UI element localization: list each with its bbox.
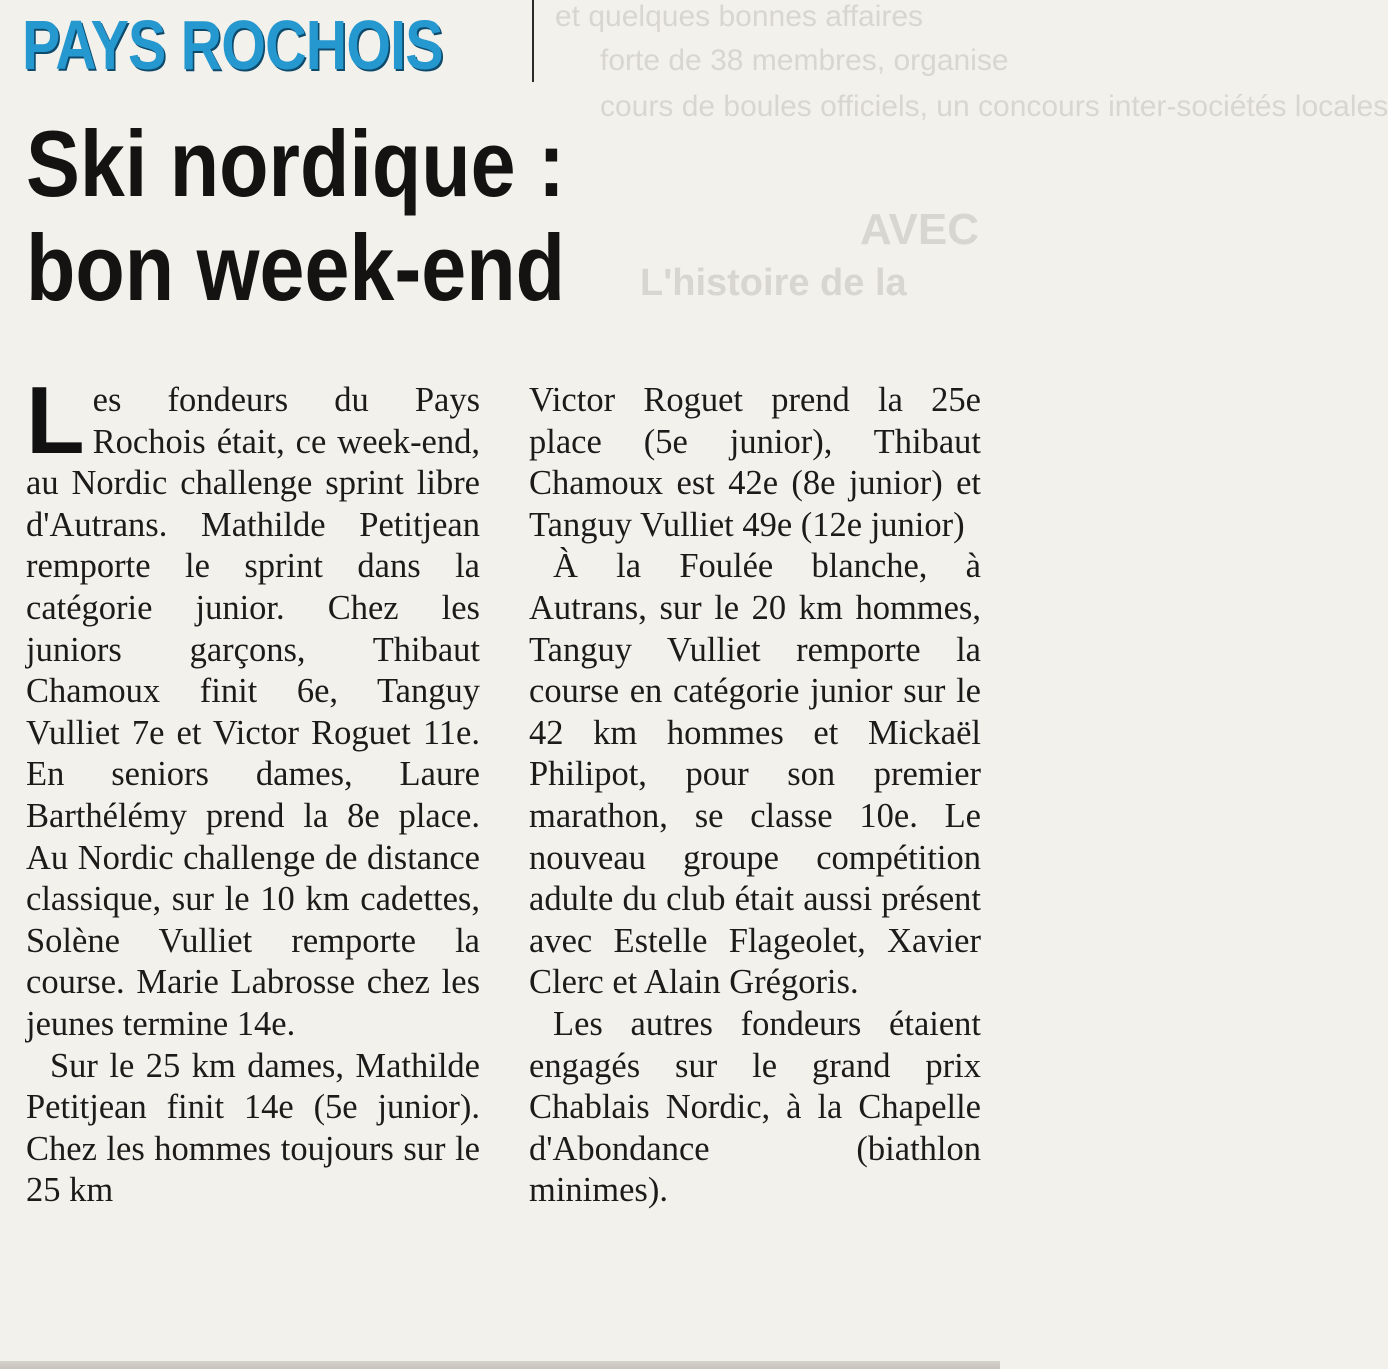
article-column-left — [26, 367, 480, 1212]
headline-line-1: Ski nordique : — [26, 111, 565, 216]
article-paragraph: À la Foulée blanche, à Autrans, sur le 20 km hommes, Tanguy Vulliet remporte la course en catégorie junior sur le 42 km hommes et Mickaël Philipot, pour son premier marathon, se classe 10e. Le nouveau groupe compétition adulte du club était aussi présent avec Estelle Flageolet, Xavier Clerc et Alain Grégoris. — [529, 547, 981, 1002]
bleed-through-text: L'histoire de la — [640, 262, 907, 304]
paragraph-text: es fondeurs du Pays Rochois était, ce week-end, au Nordic challenge sprint libre d'Autrans. Mathilde Petitjean remporte le sprint dans la catégorie junior. Chez les juniors garçons, Thibaut Chamoux finit 6e, Tanguy Vulliet 7e et Victor Roguet 11e. En seniors dames, Laure Barthélémy prend la 8e place. Au Nordic challenge de distance classique, sur le 10 km cadettes, Solène Vulliet remporte la course. Marie Labrosse chez les jeunes termine 14e. — [26, 381, 480, 1043]
bleed-through-text: forte de 38 membres, organise — [600, 44, 1009, 77]
bleed-through-text: AVEC — [860, 205, 979, 254]
bleed-through-text: et quelques bonnes affaires — [555, 0, 924, 33]
article-paragraph: Victor Roguet prend la 25e place (5e junior), Thibaut Chamoux est 42e (8e junior) et Tanguy Vulliet 49e (12e junior) — [529, 381, 981, 544]
headline-line-2: bon week-end — [26, 215, 566, 320]
article-column-right — [529, 380, 981, 1212]
rubric-divider — [532, 0, 534, 82]
drop-cap: L — [26, 367, 85, 474]
article-paragraph: Les autres fondeurs étaient engagés sur le grand prix Chablais Nordic, à la Chapelle d'Abondance (biathlon minimes). — [529, 1004, 981, 1210]
section-rubric: PAYS ROCHOIS — [22, 6, 443, 84]
article-headline — [26, 112, 565, 320]
page-bottom-edge — [0, 1361, 1000, 1369]
article-paragraph — [26, 367, 480, 1046]
bleed-through-text: cours de boules officiels, un concours inter-sociétés locales — [600, 90, 1388, 123]
article-paragraph: Sur le 25 km dames, Mathilde Petitjean finit 14e (5e junior). Chez les hommes toujours sur le 25 km — [26, 1046, 480, 1210]
